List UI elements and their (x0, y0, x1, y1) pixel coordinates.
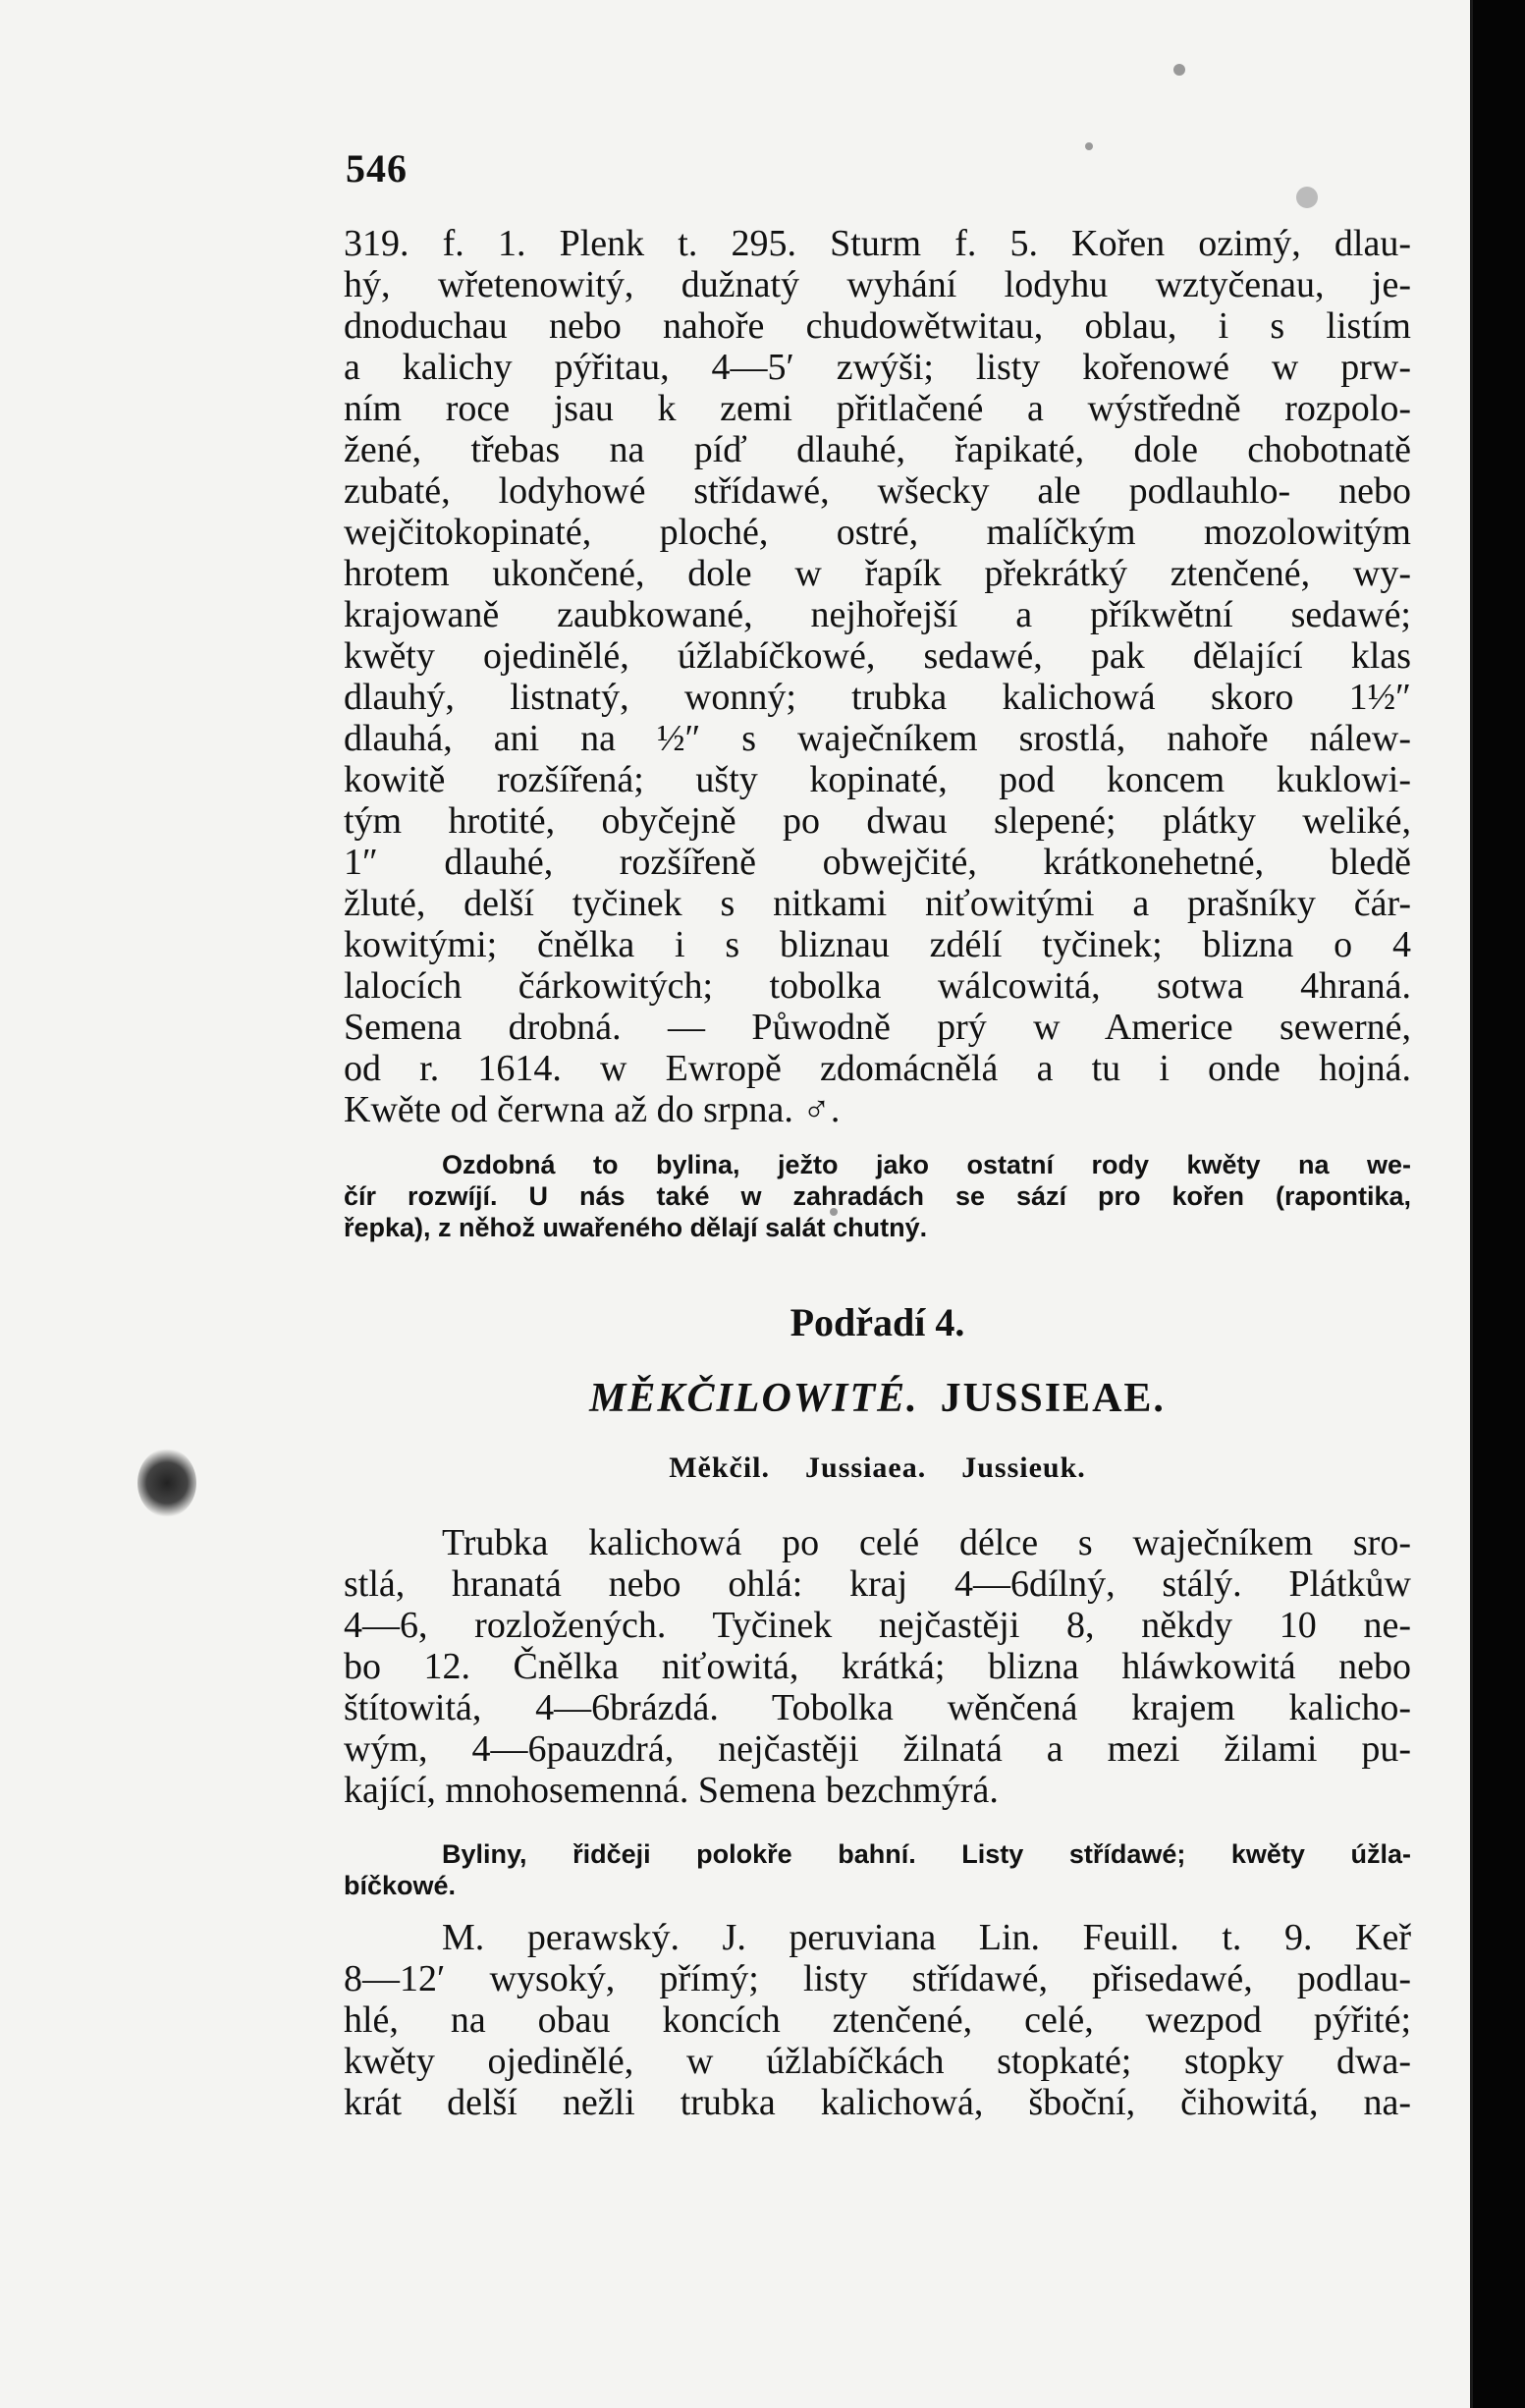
entry-line: lalocích čárkowitých; tobolka wálcowitá, sotwa 4hraná. (344, 965, 1411, 1007)
entry-line: kwěty ojedinělé, úžlabíčkowé, sedawé, pak dělající klas (344, 635, 1411, 677)
species-line: M. perawský. J. peruviana Lin. Feuill. t. 9. Keř (442, 1917, 1411, 1958)
entry-line: žluté, delší tyčinek s nitkami niťowitými a prašníky čár- (344, 883, 1411, 924)
genus-czech: Měkčil. (669, 1451, 771, 1484)
ink-smudge (137, 1449, 196, 1517)
entry-line: dnoduchau nebo nahoře chudowětwitau, oblau, i s listím (344, 305, 1411, 347)
scan-border (1473, 0, 1525, 2408)
entry-line: kowitými; čnělka i s bliznau zdélí tyčinek; blizna o 4 (344, 924, 1411, 965)
entry-line: kowitě rozšířená; ušty kopinaté, pod koncem kuklowi- (344, 759, 1411, 800)
entry-line: žené, třebas na píď dlauhé, řapikaté, dole chobotnatě (344, 429, 1411, 470)
entry-line: hý, wřetenowitý, dužnatý wyhání lodyhu wztyčenau, je- (344, 264, 1411, 305)
family-latin: JUSSIEAE. (940, 1376, 1166, 1421)
speck (1173, 64, 1185, 76)
entry-line: 319. f. 1. Plenk t. 295. Sturm f. 5. Kořen ozimý, dlau- (344, 223, 1411, 264)
entry-line: dlauhá, ani na ½″ s waječníkem srostlá, nahoře nálew- (344, 718, 1411, 759)
genus-line: kající, mnohosemenná. Semena bezchmýrá. (344, 1770, 999, 1811)
species-line: hlé, na obau koncích ztenčené, celé, wezpod pýřité; (344, 1999, 1411, 2041)
genus-line: bo 12. Čnělka niťowitá, krátká; blizna hláwkowitá nebo (344, 1646, 1411, 1687)
note-line: čír rozwíjí. U nás také w zahradách se sází pro kořen (rapontika, (344, 1181, 1411, 1211)
entry-line: krajowaně zaubkowané, nejhořejší a příkwětní sedawé; (344, 594, 1411, 635)
entry-line: hrotem ukončené, dole w řapík překrátký ztenčené, wy- (344, 553, 1411, 594)
entry-line: ním roce jsau k zemi přitlačené a wýstředně rozpolo- (344, 388, 1411, 429)
suborder-heading: Podřadí 4. (790, 1300, 965, 1344)
entry-line: Semena drobná. — Půwodně prý w Americe sewerné, (344, 1007, 1411, 1048)
genus-line: štítowitá, 4—6brázdá. Tobolka wěnčená krajem kalicho- (344, 1687, 1411, 1728)
entry-line: od r. 1614. w Ewropě zdomácnělá a tu i onde hojná. (344, 1048, 1411, 1089)
species-line: krát delší nežli trubka kalichowá, šboční, čihowitá, na- (344, 2082, 1411, 2123)
family-heading (344, 1375, 1411, 1422)
genus-german: Jussieuk. (961, 1451, 1086, 1484)
genus-line: wým, 4—6pauzdrá, nejčastěji žilnatá a mezi žilami pu- (344, 1728, 1411, 1770)
genus-heading (344, 1451, 1411, 1485)
entry-line: dlauhý, listnatý, wonný; trubka kalichowá skoro 1½″ (344, 677, 1411, 718)
entry-line: zubaté, lodyhowé střídawé, wšecky ale podlauhlo- nebo (344, 470, 1411, 512)
species-line: kwěty ojedinělé, w úžlabíčkách stopkaté; stopky dwa- (344, 2041, 1411, 2082)
entry-line: wejčitokopinaté, ploché, ostré, malíčkým mozolowitým (344, 512, 1411, 553)
note-line: Ozdobná to bylina, ježto jako ostatní rody kwěty na we- (442, 1150, 1411, 1179)
species-line: 8—12′ wysoký, přímý; listy střídawé, přisedawé, podlau- (344, 1958, 1411, 1999)
entry-line: tým hrotité, obyčejně po dwau slepené; plátky weliké, (344, 800, 1411, 842)
genus-line: 4—6, rozložených. Tyčinek nejčastěji 8, někdy 10 ne- (344, 1605, 1411, 1646)
genus-note-line: bíčkowé. (344, 1871, 457, 1900)
note-line: řepka), z něhož uwařeného dělají salát chutný. (344, 1213, 928, 1242)
speck (1085, 142, 1093, 150)
entry-line: 1″ dlauhé, rozšířeně obwejčité, krátkonehetné, bledě (344, 842, 1411, 883)
genus-note-line: Byliny, řidčeji polokře bahní. Listy střídawé; kwěty úžla- (442, 1839, 1411, 1869)
family-czech: MĚKČILOWITÉ. (589, 1376, 919, 1421)
genus-line: stlá, hranatá nebo ohlá: kraj 4—6dílný, stálý. Plátkůw (344, 1563, 1411, 1605)
page-number: 546 (346, 146, 408, 191)
entry-line: a kalichy pýřitau, 4—5′ zwýši; listy kořenowé w prw- (344, 347, 1411, 388)
genus-line: Trubka kalichowá po celé délce s waječníkem sro- (442, 1522, 1411, 1563)
entry-line: Kwěte od čerwna až do srpna. ♂. (344, 1089, 841, 1130)
speck (1296, 187, 1318, 208)
genus-latin: Jussiaea. (805, 1451, 927, 1484)
